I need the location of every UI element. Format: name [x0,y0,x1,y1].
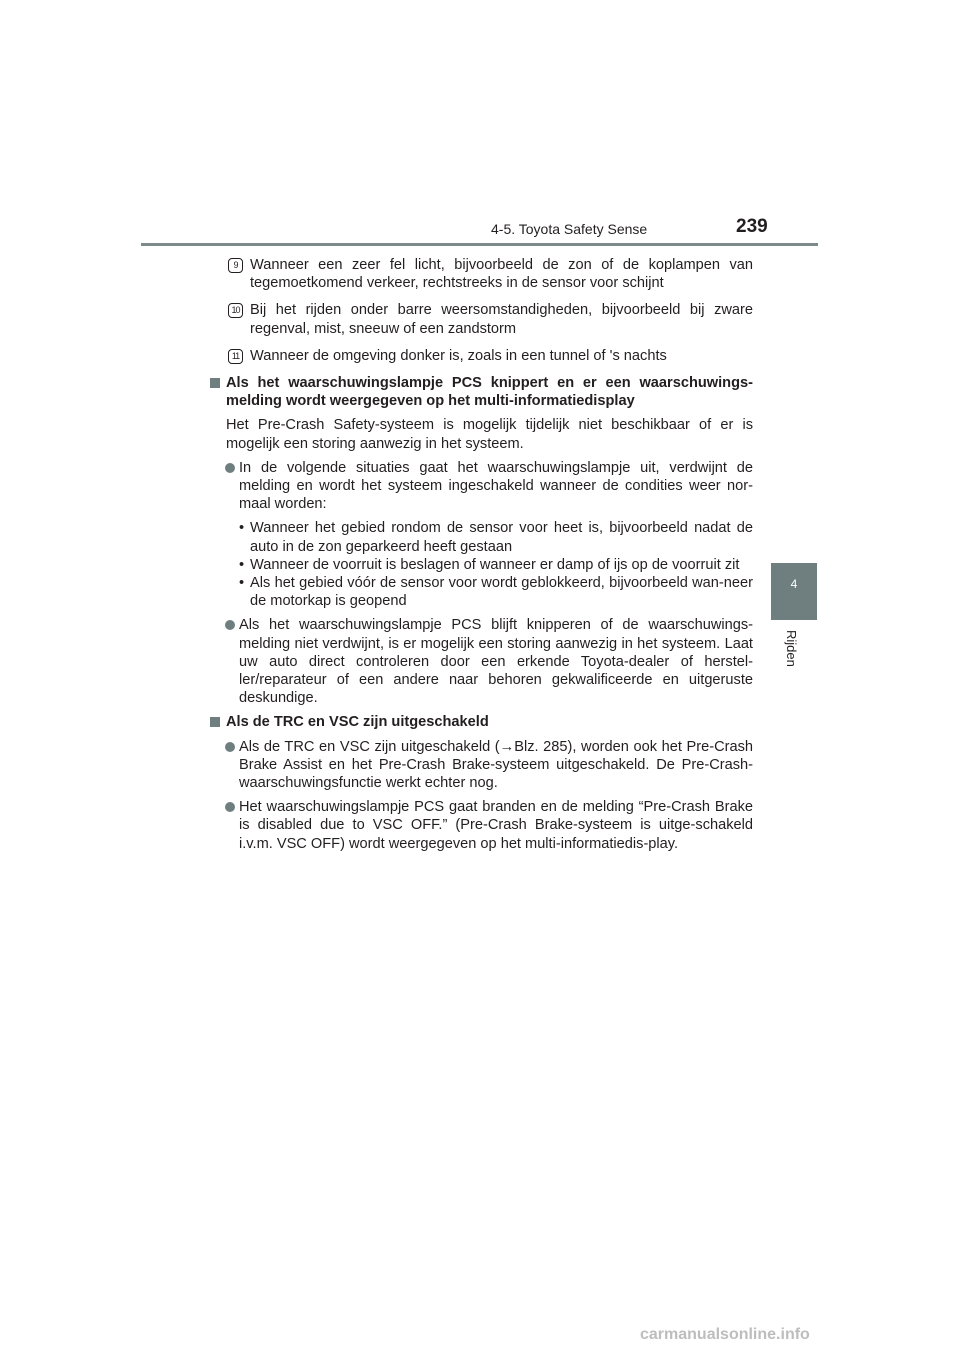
sub-list-item [210,519,753,555]
number-badge: 11 [228,349,243,364]
bullet-text: Het waarschuwingslampje PCS gaat branden en de melding “Pre-Crash Brake is disabled due to VSC OFF.” (Pre-Crash Brake-systeem is uitge-schakeld i.v.m. VSC OFF) wordt weergegeven op het multi-informatiedis-play. [239,799,753,852]
numbered-item [210,347,753,365]
bullet-text: In de volgende situaties gaat het waarschuwingslampje uit, verdwijnt de melding en wordt het systeem ingeschakeld wanneer de condities weer nor-maal worden: [239,459,753,513]
numbered-item-text: Wanneer de omgeving donker is, zoals in een tunnel of 's nachts [250,347,667,364]
chapter-tab-label: Rijden [784,630,799,667]
number-badge: 9 [228,258,243,273]
dot-bullet-icon: • [239,520,245,537]
circle-bullet-icon [225,620,235,630]
chapter-tab [771,563,817,620]
square-marker-icon [210,717,220,727]
bullet-text: Als het waarschuwingslampje PCS blijft knipperen of de waarschuwings-melding niet verdwijnt, is er mogelijk een storing aanwezig in het systeem. Laat uw auto direct controleren door een erkende Toyota-dealer of herstel-ler/reparateur of een andere naar behoren gekwalificeerde en uitgeruste deskundige. [239,617,753,707]
sub-list-text: Als het gebied vóór de sensor voor wordt geblokkeerd, bijvoorbeeld wan-neer de motorkap is geopend [250,575,753,610]
section-heading-text: Als het waarschuwingslampje PCS knippert en er een waarschuwings-melding wordt weergegeven op het multi-informatiedisplay [226,375,753,410]
numbered-item [210,256,753,292]
section-heading [210,374,753,410]
sub-list-text: Wanneer de voorruit is beslagen of wanneer er damp of ijs op de voorruit zit [250,556,740,573]
section-heading-text: Als de TRC en VSC zijn uitgeschakeld [226,714,489,731]
sub-list-item [210,574,753,610]
circle-bullet-icon [225,463,235,473]
bullet-item [210,738,753,793]
section-heading [210,713,753,731]
bullet-item [210,459,753,514]
number-badge: 10 [228,303,243,318]
header-rule [141,243,818,246]
page-number: 239 [736,216,768,237]
dot-bullet-icon: • [239,556,245,573]
bullet-item [210,798,753,853]
numbered-item [210,301,753,337]
square-marker-icon [210,378,220,388]
watermark: carmanualsonline.info [640,1326,810,1343]
bullet-item [210,616,753,707]
page-content [210,256,753,853]
circle-bullet-icon [225,742,235,752]
dot-bullet-icon: • [239,575,245,592]
section-title: 4-5. Toyota Safety Sense [491,221,648,237]
sub-list [210,519,753,610]
sub-list-text: Wanneer het gebied rondom de sensor voor heet is, bijvoorbeeld nadat de auto in de zon geparkeerd heeft gestaan [250,520,753,555]
section-intro: Het Pre-Crash Safety-systeem is mogelijk tijdelijk niet beschikbaar of er is mogelijk een storing aanwezig in het systeem. [226,417,753,452]
numbered-item-text: Bij het rijden onder barre weersomstandigheden, bijvoorbeeld bij zware regenval, mist, sneeuw of een zandstorm [250,302,753,337]
sub-list-item [210,556,753,574]
bullet-text: Als de TRC en VSC zijn uitgeschakeld (→Blz. 285), worden ook het Pre-Crash Brake Assist en het Pre-Crash Brake-systeem uitgeschakeld. De Pre-Crash-waarschuwingsfunctie werkt echter nog. [239,738,753,792]
numbered-item-text: Wanneer een zeer fel licht, bijvoorbeeld de zon of de koplampen van tegemoetkomend verkeer, rechtstreeks in de sensor voor schijnt [250,257,753,292]
chapter-tab-number: 4 [790,577,798,591]
circle-bullet-icon [225,802,235,812]
